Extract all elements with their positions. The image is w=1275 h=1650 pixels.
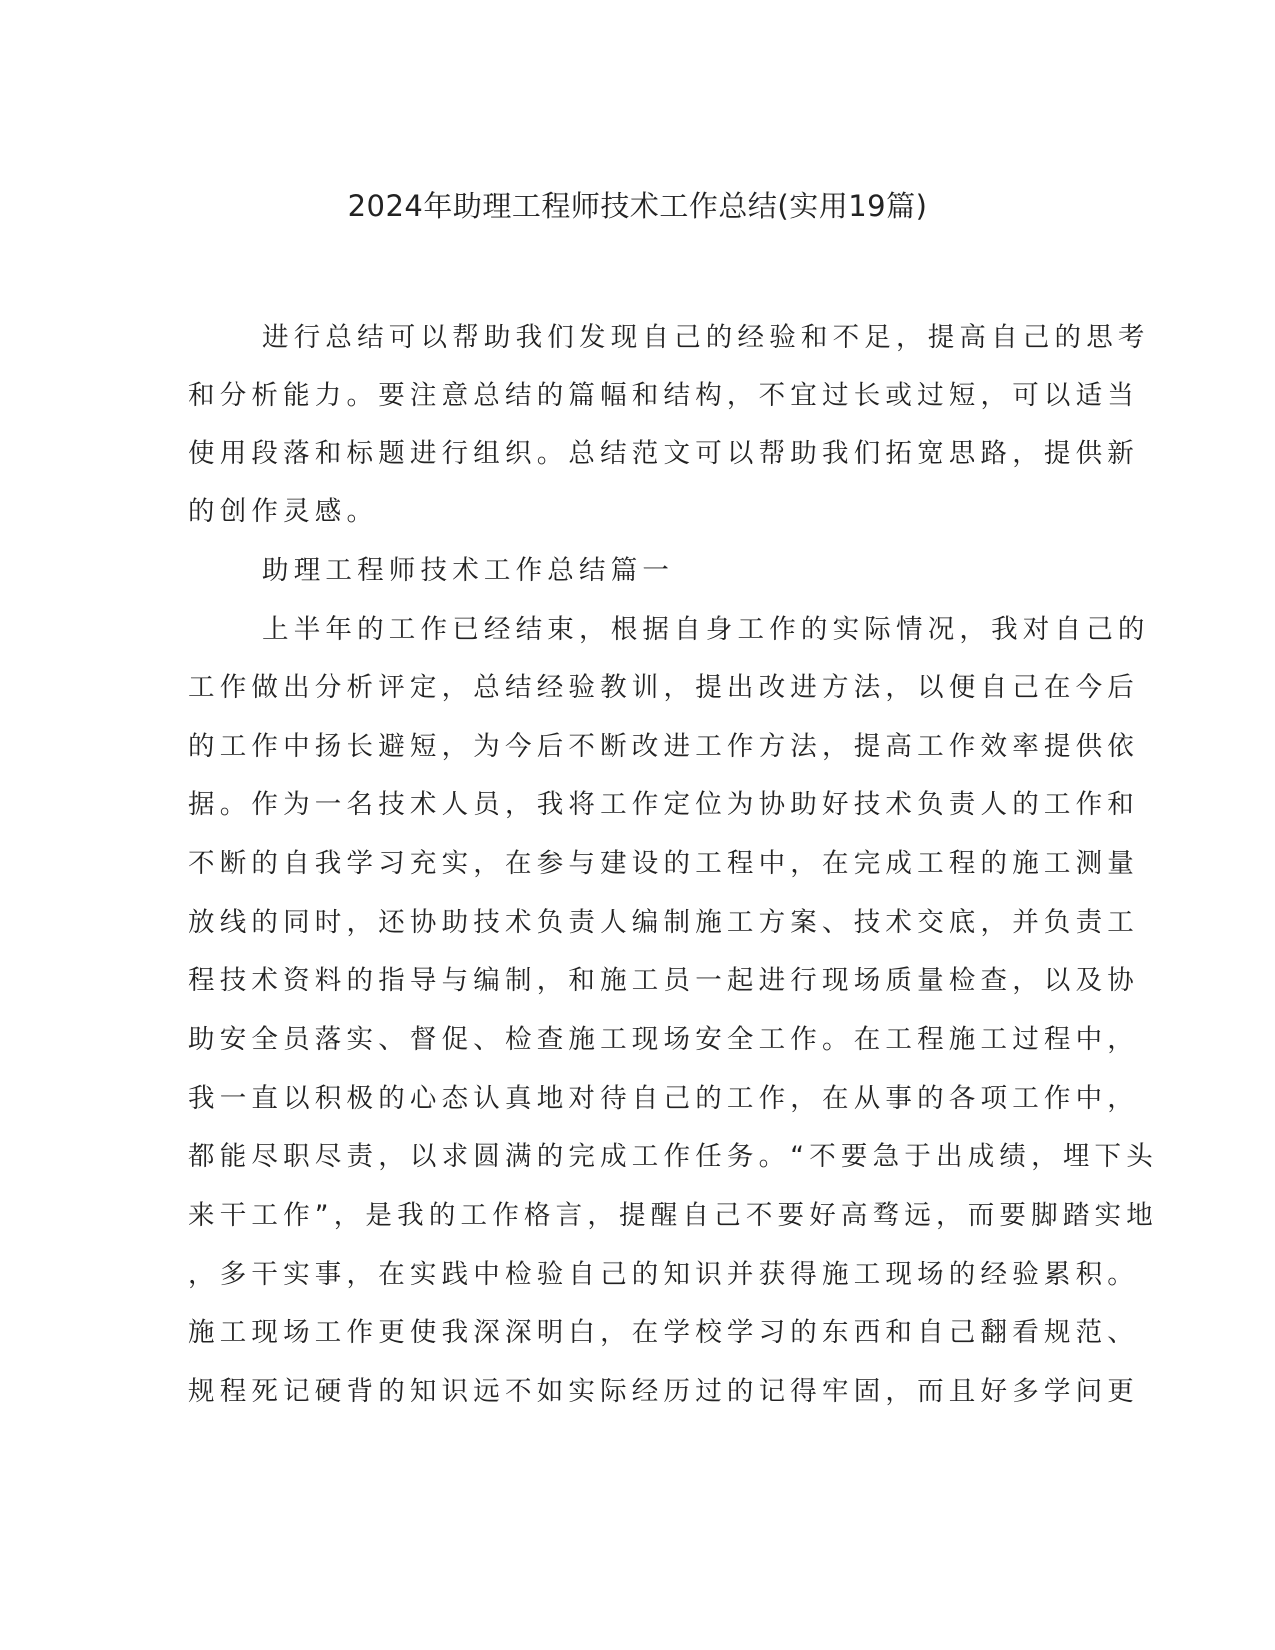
paragraph-line: 规程死记硬背的知识远不如实际经历过的记得牢固，而且好多学问更 [188,1376,1139,1407]
paragraph-line: 工作做出分析评定，总结经验教训，提出改进方法，以便自己在今后 [188,672,1139,703]
paragraph-line: 据。作为一名技术人员，我将工作定位为协助好技术负责人的工作和 [188,789,1139,820]
paragraph-line: 施工现场工作更使我深深明白，在学校学习的东西和自己翻看规范、 [188,1317,1139,1348]
section-heading: 助理工程师技术工作总结篇一 [262,555,675,586]
paragraph-line: ，多干实事，在实践中检验自己的知识并获得施工现场的经验累积。 [188,1259,1139,1290]
paragraph-line: 上半年的工作已经结束，根据自身工作的实际情况，我对自己的 [262,614,1150,645]
paragraph-line: 使用段落和标题进行组织。总结范文可以帮助我们拓宽思路，提供新 [188,438,1139,469]
paragraph-line: 的创作灵感。 [188,496,379,527]
paragraph-line: 我一直以积极的心态认真地对待自己的工作，在从事的各项工作中， [188,1083,1139,1114]
paragraph-line: 程技术资料的指导与编制，和施工员一起进行现场质量检查，以及协 [188,965,1139,996]
paragraph-line: 的工作中扬长避短，为今后不断改进工作方法，提高工作效率提供依 [188,731,1139,762]
paragraph-line: 不断的自我学习充实，在参与建设的工程中，在完成工程的施工测量 [188,848,1139,879]
paragraph-line: 助安全员落实、督促、检查施工现场安全工作。在工程施工过程中， [188,1024,1139,1055]
paragraph-line: 进行总结可以帮助我们发现自己的经验和不足，提高自己的思考 [262,322,1150,353]
paragraph-line: 和分析能力。要注意总结的篇幅和结构，不宜过长或过短，可以适当 [188,380,1139,411]
page-title: 2024年助理工程师技术工作总结(实用19篇) [347,189,928,223]
paragraph-line: 都能尽职尽责，以求圆满的完成工作任务。“不要急于出成绩，埋下头 [188,1141,1158,1172]
paragraph-line: 放线的同时，还协助技术负责人编制施工方案、技术交底，并负责工 [188,907,1139,938]
paragraph-line: 来干工作”，是我的工作格言，提醒自己不要好高骛远，而要脚踏实地 [188,1200,1158,1231]
